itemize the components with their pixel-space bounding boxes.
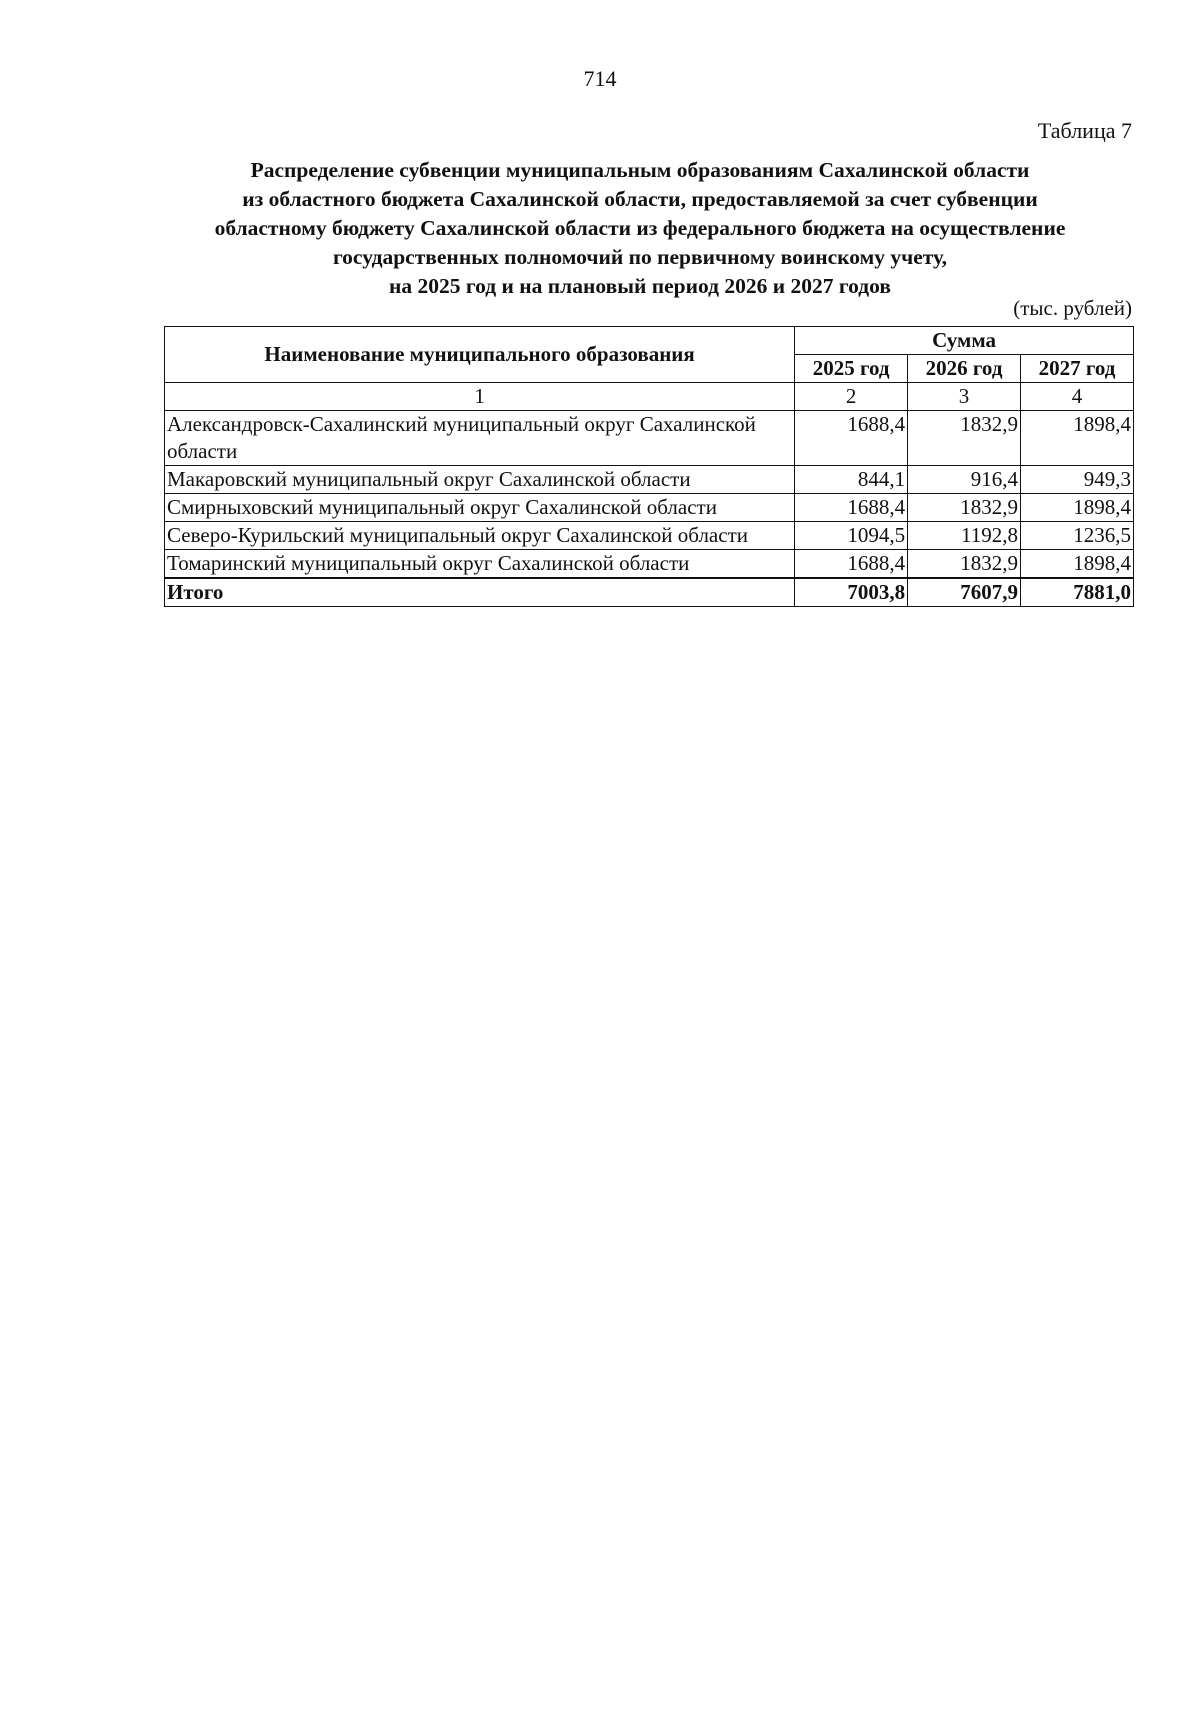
title-line: государственных полномочий по первичному воинскому учету, — [332, 245, 948, 269]
value-2027: 1898,4 — [1021, 494, 1134, 522]
column-index: 2 — [795, 383, 908, 411]
value-2025: 1094,5 — [795, 522, 908, 550]
table-row — [165, 550, 1134, 579]
column-index: 3 — [908, 383, 1021, 411]
header-sum: Сумма — [795, 327, 1134, 355]
table-row — [165, 411, 1134, 466]
municipality-name: Александровск-Сахалинский муниципальный округ Сахалинской области — [165, 411, 795, 466]
page-number: 714 — [583, 66, 617, 91]
header-year-2025: 2025 год — [795, 355, 908, 383]
table-row — [165, 466, 1134, 494]
distribution-table — [164, 326, 1134, 607]
document-title — [140, 156, 1140, 301]
municipality-name: Томаринский муниципальный округ Сахалинской области — [165, 550, 795, 579]
title-line: на 2025 год и на плановый период 2026 и 2027 годов — [389, 274, 891, 298]
municipality-name: Смирныховский муниципальный округ Сахалинской области — [165, 494, 795, 522]
title-line: областному бюджету Сахалинской области из федерального бюджета на осуществление — [214, 216, 1066, 240]
total-row — [165, 578, 1134, 607]
total-label: Итого — [165, 578, 795, 607]
value-2026: 1832,9 — [908, 494, 1021, 522]
table-row — [165, 494, 1134, 522]
value-2025: 844,1 — [795, 466, 908, 494]
value-2025: 1688,4 — [795, 411, 908, 466]
municipality-name: Макаровский муниципальный округ Сахалинской области — [165, 466, 795, 494]
column-index-row — [165, 383, 1134, 411]
column-index: 4 — [1021, 383, 1134, 411]
value-2027: 949,3 — [1021, 466, 1134, 494]
header-year-2026: 2026 год — [908, 355, 1021, 383]
value-2027: 1898,4 — [1021, 411, 1134, 466]
value-2026: 1832,9 — [908, 550, 1021, 579]
value-2025: 1688,4 — [795, 494, 908, 522]
column-index: 1 — [165, 383, 795, 411]
value-2027: 1898,4 — [1021, 550, 1134, 579]
value-2025: 1688,4 — [795, 550, 908, 579]
total-2027: 7881,0 — [1021, 578, 1134, 607]
header-name: Наименование муниципального образования — [165, 327, 795, 383]
table-label: Таблица 7 — [1037, 118, 1132, 143]
total-2025: 7003,8 — [795, 578, 908, 607]
value-2026: 916,4 — [908, 466, 1021, 494]
header-year-2027: 2027 год — [1021, 355, 1134, 383]
municipality-name: Северо-Курильский муниципальный округ Сахалинской области — [165, 522, 795, 550]
value-2027: 1236,5 — [1021, 522, 1134, 550]
table-header-row — [165, 327, 1134, 355]
title-line: из областного бюджета Сахалинской области, предоставляемой за счет субвенции — [242, 187, 1038, 211]
value-2026: 1832,9 — [908, 411, 1021, 466]
total-2026: 7607,9 — [908, 578, 1021, 607]
table-row — [165, 522, 1134, 550]
value-2026: 1192,8 — [908, 522, 1021, 550]
units-label: (тыс. рублей) — [1013, 296, 1132, 320]
title-line: Распределение субвенции муниципальным образованиям Сахалинской области — [250, 158, 1030, 182]
